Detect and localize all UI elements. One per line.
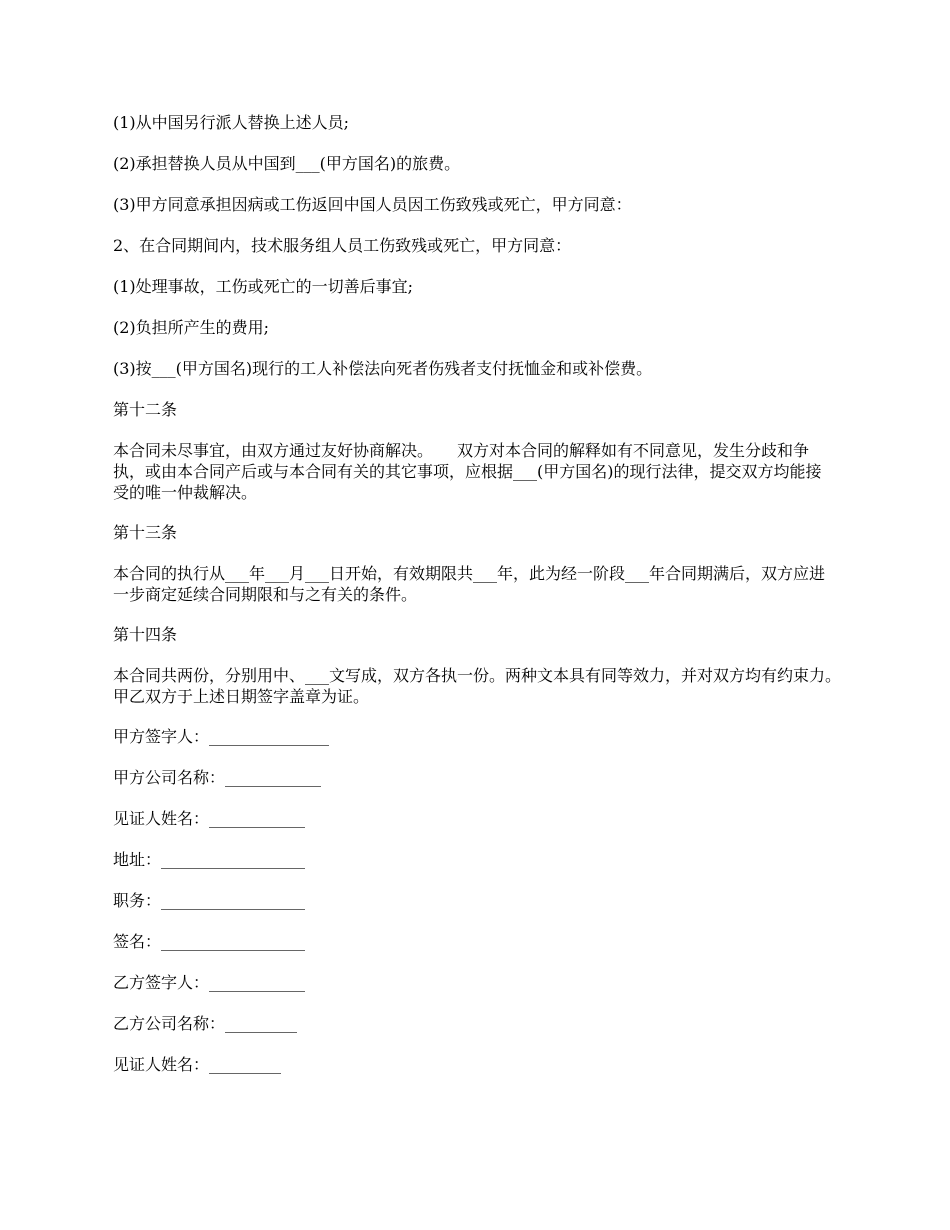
article-heading-14: 第十四条 bbox=[113, 625, 178, 644]
party-a-signatory-field: 甲方签字人：_______________ bbox=[113, 727, 330, 746]
address-field: 地址：__________________ bbox=[113, 850, 306, 869]
article-heading-12: 第十二条 bbox=[113, 400, 178, 419]
article-12-text: 本合同未尽事宜，由双方通过友好协商解决。 双方对本合同的解释如有不同意见，发生分歧和争执，或由本合同产后或与本合同有关的其它事项，应根据___(甲方国名)的现行法律，提交双方均能接受的唯一仲裁解决。 bbox=[113, 441, 822, 502]
clause-item-travel-cost: (2)承担替换人员从中国到___(甲方国名)的旅费。 bbox=[113, 154, 461, 173]
article-14-text: 本合同共两份，分别用中、___文写成，双方各执一份。两种文本具有同等效力，并对双方均有约束力。 甲乙双方于上述日期签字盖章为证。 bbox=[113, 666, 866, 706]
clause-item-injury-return: (3)甲方同意承担因病或工伤返回中国人员因工伤致残或死亡，甲方同意： bbox=[113, 195, 632, 214]
clause-item-injury-during-contract: 2、在合同期间内，技术服务组人员工伤致残或死亡，甲方同意： bbox=[113, 236, 572, 255]
clause-item-compensation: (3)按___(甲方国名)现行的工人补偿法向死者伤残者支付抚恤金和或补偿费。 bbox=[113, 359, 653, 378]
article-13-text: 本合同的执行从___年___月___日开始，有效期限共___年，此为经一阶段___年合同期满后，双方应进一步商定延续合同期限和与之有关的条件。 bbox=[113, 564, 826, 604]
position-field: 职务：__________________ bbox=[113, 891, 306, 910]
party-b-company-field: 乙方公司名称：_________ bbox=[113, 1014, 298, 1033]
clause-item-bear-costs: (2)负担所产生的费用; bbox=[113, 318, 270, 337]
party-a-company-field: 甲方公司名称：____________ bbox=[113, 768, 322, 787]
clause-item-replace-staff: (1)从中国另行派人替换上述人员; bbox=[113, 113, 350, 132]
clause-item-handle-accident: (1)处理事故，工伤或死亡的一切善后事宜; bbox=[113, 277, 414, 296]
party-b-witness-name-field: 见证人姓名：_________ bbox=[113, 1055, 282, 1074]
document-body bbox=[113, 112, 866, 1095]
signature-field: 签名：__________________ bbox=[113, 932, 306, 951]
witness-name-field: 见证人姓名：____________ bbox=[113, 809, 306, 828]
article-heading-13: 第十三条 bbox=[113, 523, 178, 542]
party-b-signatory-field: 乙方签字人：____________ bbox=[113, 973, 306, 992]
